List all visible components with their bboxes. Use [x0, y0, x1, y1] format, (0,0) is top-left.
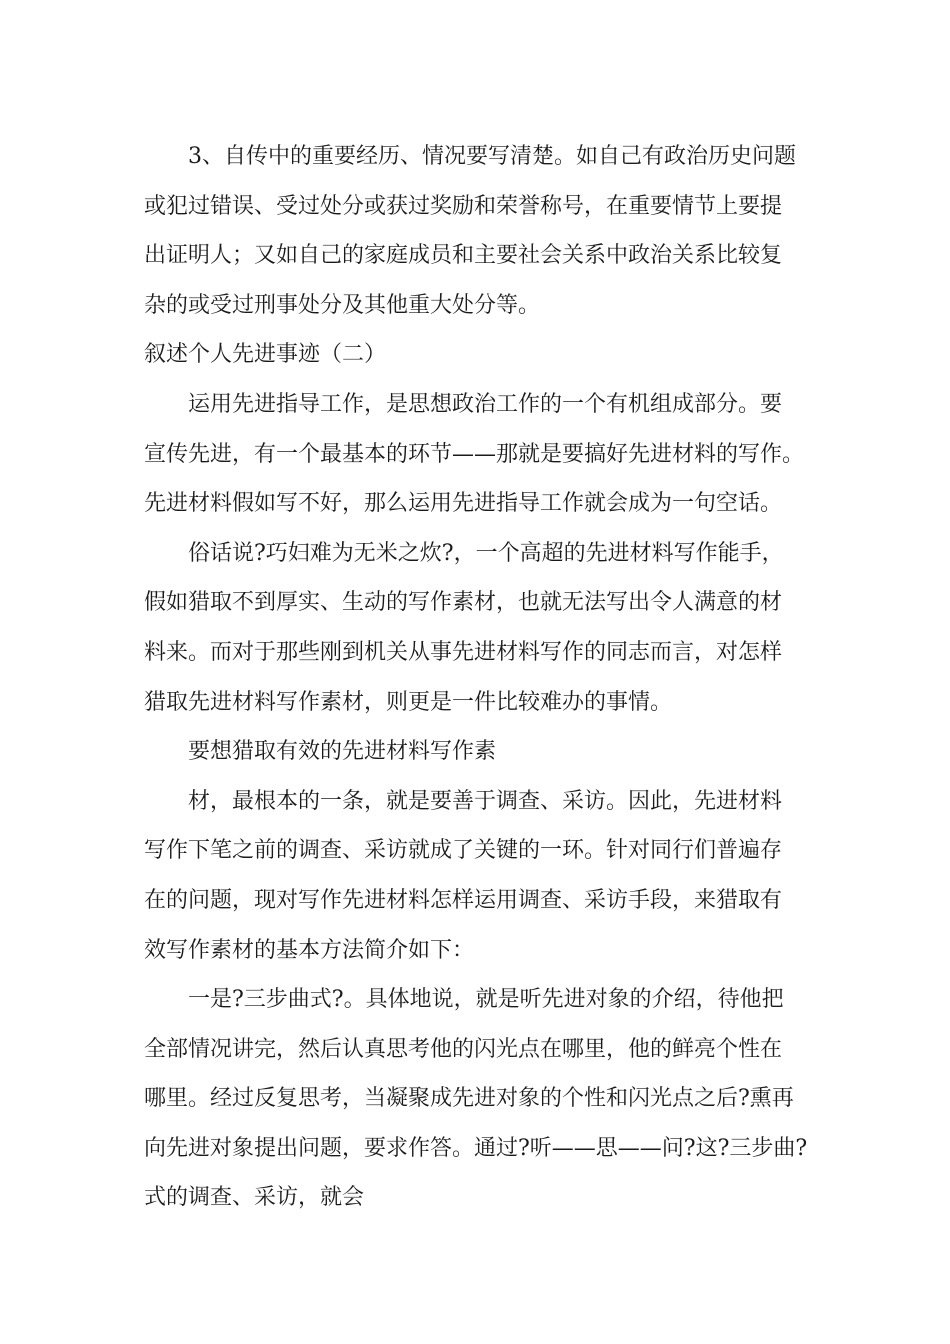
text-line: 向先进对象提出问题，要求作答。通过?听——思——问?这?三步曲?: [144, 1135, 808, 1161]
text-line: 先进材料假如写不好，那么运用先进指导工作就会成为一句空话。: [144, 491, 783, 517]
text-line: 材，最根本的一条，就是要善于调查、采访。因此，先进材料: [188, 788, 783, 814]
text-line: 俗话说?巧妇难为无米之炊?，一个高超的先进材料写作能手，: [188, 540, 784, 566]
text-line: 运用先进指导工作，是思想政治工作的一个有机组成部分。要: [188, 391, 783, 417]
text-line: 宣传先进，有一个最基本的环节——那就是要搞好先进材料的写作。: [144, 441, 805, 467]
text-line: 在的问题，现对写作先进材料怎样运用调查、采访手段，来猎取有: [144, 887, 783, 913]
text-line: 全部情况讲完，然后认真思考他的闪光点在哪里，他的鲜亮个性在: [144, 1036, 783, 1062]
text-line: 出证明人；又如自己的家庭成员和主要社会关系中政治关系比较复: [144, 243, 783, 269]
text-line: 哪里。经过反复思考，当凝聚成先进对象的个性和闪光点之后?熏再: [144, 1086, 794, 1112]
text-line: 效写作素材的基本方法简介如下：: [144, 937, 475, 963]
text-line: 杂的或受过刑事处分及其他重大处分等。: [144, 292, 541, 318]
text-line: 假如猎取不到厚实、生动的写作素材，也就无法写出令人满意的材: [144, 590, 783, 616]
text-line: 写作下笔之前的调查、采访就成了关键的一环。针对同行们普遍存: [144, 838, 783, 864]
text-line: 料来。而对于那些刚到机关从事先进材料写作的同志而言，对怎样: [144, 639, 783, 665]
text-line: 猎取先进材料写作素材，则更是一件比较难办的事情。: [144, 689, 673, 715]
text-line: 叙述个人先进事迹（二）: [144, 342, 387, 368]
text-line: 3、自传中的重要经历、情况要写清楚。如自己有政治历史问题: [188, 144, 796, 169]
text-line: 式的调查、采访，就会: [144, 1185, 365, 1211]
document-body: [144, 132, 824, 1223]
text-line: 要想猎取有效的先进材料写作素: [188, 739, 497, 765]
text-line: 一是?三步曲式?。具体地说，就是听先进对象的介绍，待他把: [188, 987, 784, 1013]
text-line: 或犯过错误、受过处分或获过奖励和荣誉称号，在重要情节上要提: [144, 193, 783, 219]
